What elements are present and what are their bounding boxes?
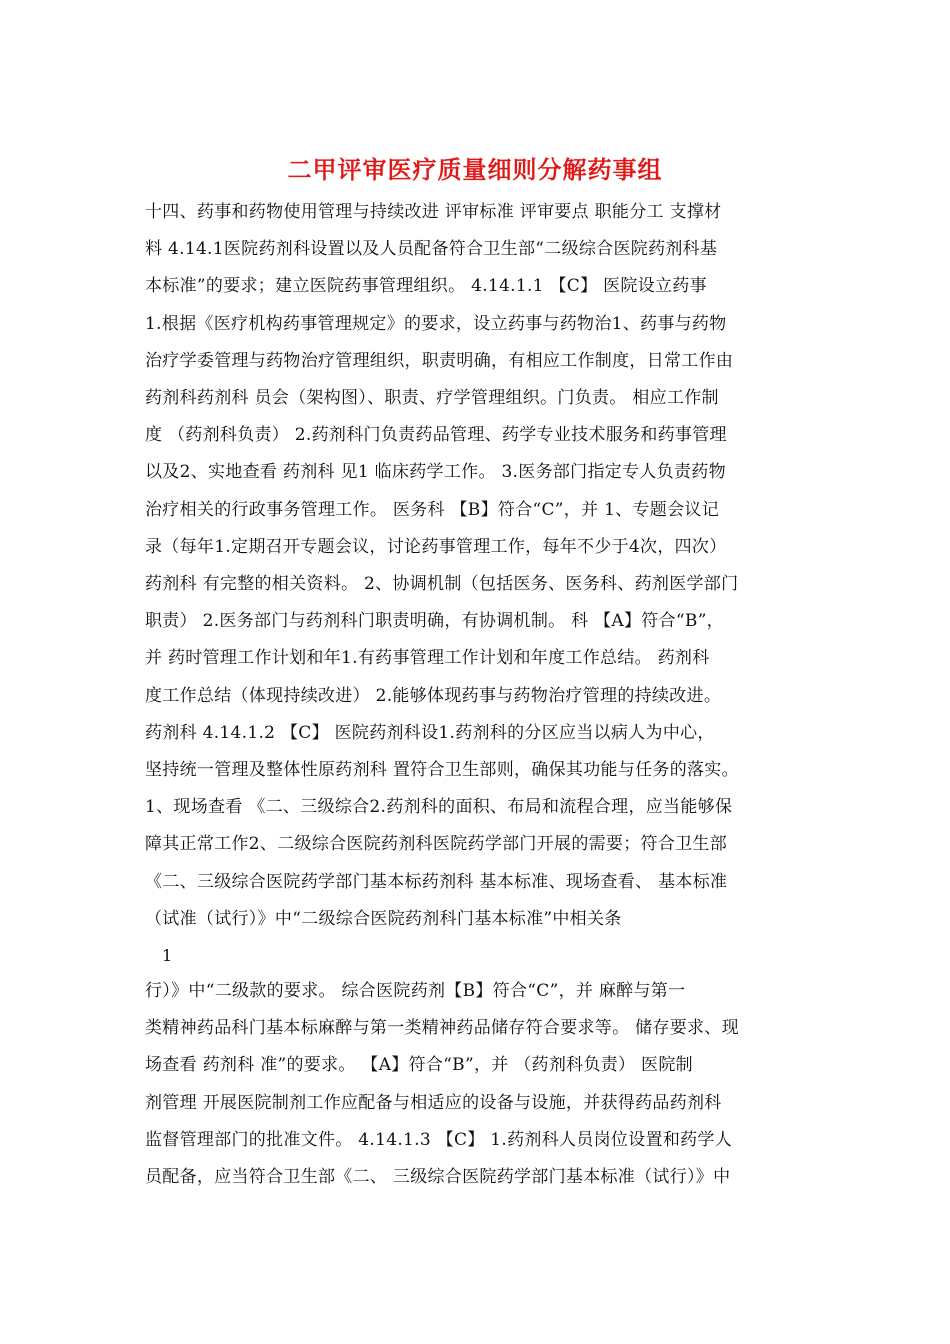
- body-line: 类精神药品科门基本标麻醉与第一类精神药品储存符合要求等。 储存要求、现: [145, 1018, 739, 1039]
- body-line: 度 （药剂科负责） 2.药剂科门负责药品管理、药学专业技术服务和药事管理: [145, 425, 727, 446]
- body-line: 1、现场查看 《二、三级综合2.药剂科的面积、布局和流程合理，应当能够保: [145, 797, 733, 818]
- body-line: 以及2、实地查看 药剂科 见1 临床药学工作。 3.医务部门指定专人负责药物: [145, 462, 726, 483]
- body-line: 坚持统一管理及整体性原药剂科 置符合卫生部则，确保其功能与任务的落实。: [145, 760, 739, 780]
- body-line: 职责） 2.医务部门与药剂科门职责明确，有协调机制。 科 【A】符合“B”，: [145, 611, 724, 632]
- body-line: 治疗学委管理与药物治疗管理组织，职责明确，有相应工作制度，日常工作由: [145, 350, 734, 371]
- body-line: 并 药时管理工作计划和年1.有药事管理工作计划和年度工作总结。 药剂科: [145, 648, 710, 669]
- body-line: 1.根据《医疗机构药事管理规定》的要求，设立药事与药物治1、药事与药物: [145, 313, 727, 334]
- body-line: 药剂科药剂科 员会（架构图）、职责、疗学管理组织。门负责。 相应工作制: [145, 388, 719, 408]
- body-line: 十四、药事和药物使用管理与持续改进 评审标准 评审要点 职能分工 支撑材: [145, 202, 722, 222]
- body-line: 录（每年1.定期召开专题会议，讨论药事管理工作，每年不少于4次，四次）: [145, 536, 727, 557]
- body-line: 本标准”的要求；建立医院药事管理组织。 4.14.1.1 【C】 医院设立药事: [145, 276, 707, 297]
- body-line: 剂管理 开展医院制剂工作应配备与相适应的设备与设施，并获得药品药剂科: [145, 1092, 722, 1113]
- page-number: 1: [162, 946, 173, 965]
- body-line: 监督管理部门的批准文件。 4.14.1.3 【C】 1.药剂科人员岗位设置和药学人: [145, 1129, 733, 1150]
- body-line: 障其正常工作2、二级综合医院药剂科医院药学部门开展的需要；符合卫生部: [145, 834, 728, 855]
- body-line: 治疗相关的行政事务管理工作。 医务科 【B】符合“C”，并 1、专题会议记: [145, 499, 720, 520]
- body-line: 度工作总结（体现持续改进） 2.能够体现药事与药物治疗管理的持续改进。: [145, 685, 722, 706]
- body-line: 药剂科 4.14.1.2 【C】 医院药剂科设1.药剂科的分区应当以病人为中心，: [145, 722, 715, 743]
- body-line: （试准（试行）》中“二级综合医院药剂科门基本标准”中相关条: [145, 908, 622, 929]
- body-line: 药剂科 有完整的相关资料。 2、协调机制（包括医务、医务科、药剂医学部门: [145, 574, 739, 594]
- body-line: 场查看 药剂科 准”的要求。 【A】符合“B”，并 （药剂科负责） 医院制: [145, 1055, 693, 1076]
- document-title: 二甲评审医疗质量细则分解药事组: [287, 156, 663, 184]
- body-line: 行）》中“二级款的要求。 综合医院药剂【B】符合“C”，并 麻醉与第一: [145, 981, 686, 1001]
- body-line: 员配备，应当符合卫生部《二、 三级综合医院药学部门基本标准（试行）》中: [145, 1167, 731, 1187]
- body-line: 料 4.14.1医院药剂科设置以及人员配备符合卫生部“二级综合医院药剂科基: [145, 239, 718, 260]
- body-line: 《二、三级综合医院药学部门基本标药剂科 基本标准、现场查看、 基本标准: [145, 871, 728, 892]
